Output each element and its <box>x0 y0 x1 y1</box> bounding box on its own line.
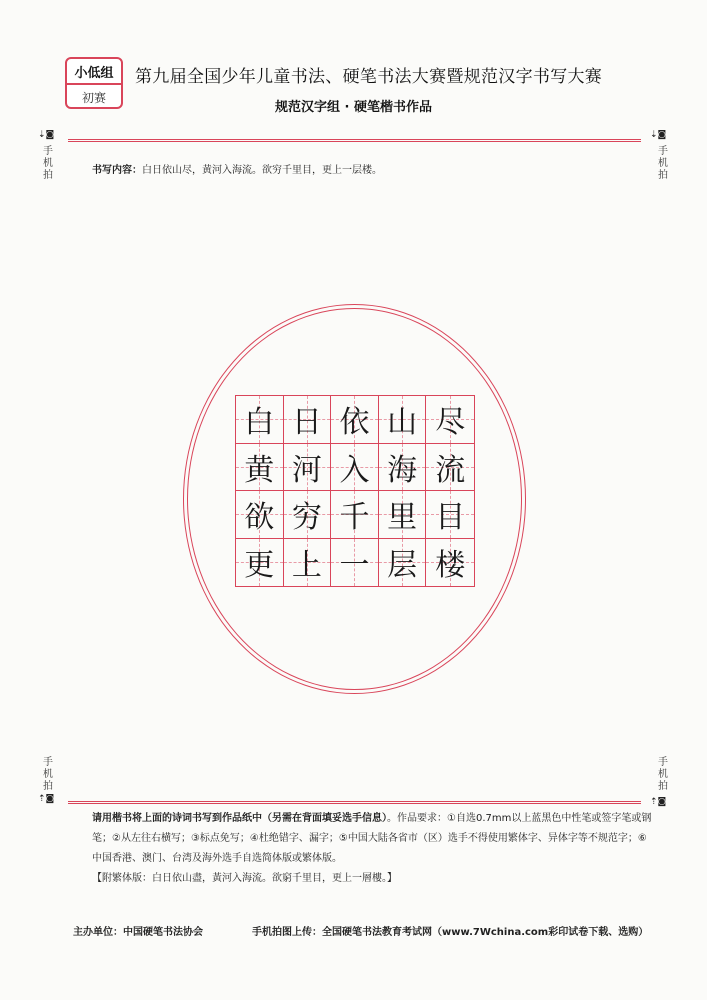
grid-cell: 更 <box>236 539 284 587</box>
grid-cell: 上 <box>284 539 332 587</box>
side-mark-bottom-right: 手机拍 <box>658 757 668 792</box>
side-mark-top-left: 手机拍 <box>43 146 53 181</box>
page-title: 第九届全国少年儿童书法、硬笔书法大赛暨规范汉字书写大赛 <box>135 67 603 87</box>
side-mark-top-right: 手机拍 <box>658 146 668 181</box>
requirements-body: 。作品要求：①自选0.7mm以上蓝黑色中性笔或签字笔或钢笔；②从左往右横写；③标点免写；④杜绝错字、漏字；⑤中国大陆各省市（区）选手不得使用繁体字、异体字等不规范字；⑥中国香港、澳门、台湾及海外选手自选简体版或繁体版。 <box>92 813 652 864</box>
camera-icon-top-right: ⇣◙ <box>650 130 667 140</box>
grid-cell: 楼 <box>426 539 474 587</box>
upload-info: 手机拍图上传：全国硬笔书法教育考试网（www.7Wchina.com彩印试卷下载、选购） <box>252 927 649 938</box>
traditional-version: 【附繁体版：白日依山盡，黃河入海流。欲窮千里目，更上一層樓。】 <box>92 873 397 884</box>
content-label: 书写内容： <box>92 165 142 176</box>
group-label: 小低组 <box>67 59 121 85</box>
page-subtitle: 规范汉字组 · 硬笔楷书作品 <box>275 100 432 115</box>
content-line <box>92 161 382 176</box>
grid-cell: 白 <box>236 396 284 444</box>
top-divider <box>68 139 641 142</box>
grid-cell: 日 <box>284 396 332 444</box>
grid-cell: 山 <box>379 396 427 444</box>
grid-cell: 穷 <box>284 491 332 539</box>
requirements-intro: 请用楷书将上面的诗词书写到作品纸中 <box>92 813 262 824</box>
grid-cell: 尽 <box>426 396 474 444</box>
camera-icon-bottom-right: ⇡◙ <box>650 797 667 807</box>
grid-cell: 依 <box>331 396 379 444</box>
camera-icon-top-left: ⇣◙ <box>38 130 55 140</box>
grid-cell: 入 <box>331 444 379 492</box>
bottom-divider <box>68 801 641 804</box>
grid-cell: 欲 <box>236 491 284 539</box>
requirements <box>92 809 652 889</box>
side-mark-bottom-left: 手机拍 <box>43 757 53 792</box>
organizer: 主办单位：中国硬笔书法协会 <box>73 927 203 938</box>
grid-cell: 千 <box>331 491 379 539</box>
grid-cell: 目 <box>426 491 474 539</box>
grid-cell: 黄 <box>236 444 284 492</box>
stage-label: 初赛 <box>81 90 106 105</box>
grid-cell: 流 <box>426 444 474 492</box>
writing-grid <box>235 395 475 587</box>
grid-cell: 里 <box>379 491 427 539</box>
content-text: 白日依山尽，黄河入海流。欲穷千里目，更上一层楼。 <box>142 165 382 176</box>
grid-cell: 层 <box>379 539 427 587</box>
camera-icon-bottom-left: ⇡◙ <box>38 794 55 804</box>
grid-cell: 海 <box>379 444 427 492</box>
grid-cell: 一 <box>331 539 379 587</box>
requirements-note: （另需在背面填妥选手信息） <box>262 813 387 824</box>
grid-cell: 河 <box>284 444 332 492</box>
